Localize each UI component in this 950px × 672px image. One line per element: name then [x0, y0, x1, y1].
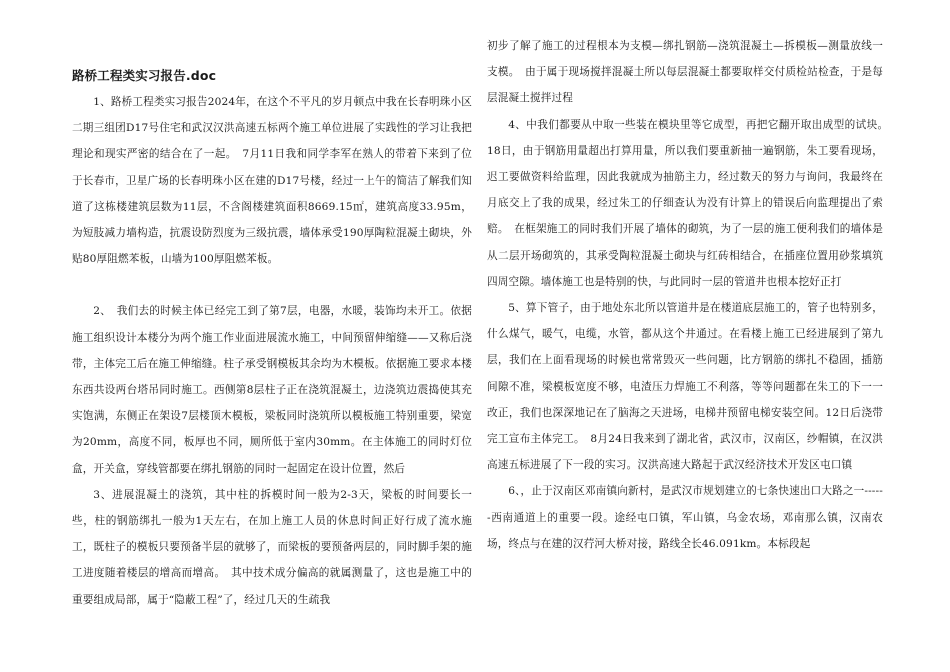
paragraph-2: 2、 我们去的时候主体已经完工到了第7层，电器，水暖，装饰均未开工。依据施工组织设计本楼分为两个施工作业面进展流水施工，中间预留伸缩缝——又称后浇带，主体完工后在施工伸缩缝。柱子承受钢模板其余均为木模板。依据施工要求本楼东西共设两台塔吊同时施工。西侧第8层柱子正在浇筑混凝土，边浇筑边震捣使其充实饱满，东侧正在架设7层楼顶木模板，梁板同时浇筑所以模板施工特别重要，梁宽为20mm，高度不同，板厚也不同，厕所低于室内30mm。在主体施工的同时灯位盒，开关盒，穿线管都要在绑扎钢筋的同时一起固定在设计位置，然后 [72, 305, 472, 475]
right-column [487, 33, 894, 557]
left-column [72, 66, 472, 613]
paragraph-6: 6、，止于汉南区邓南镇向新村，是武汉市规划建立的七条快速出口大路之一------西南通道上的重要一段。途经屯口镇，军山镇，乌金农场，邓南那么镇，汉南农场，终点与在建的汉荇河大桥对接，路线全长46.091km。本标段起 [487, 485, 883, 550]
paragraph-5: 5、算下管子，由于地处东北所以管道井是在楼道底层施工的，管子也特别多，什么煤气，暖气，电缆，水管，都从这个井通过。在看楼上施工已经进展到了第九层，我们在上面看现场的时候也常常毁灭一些问题，比方钢筋的绑扎不稳固，插筋间隙不准，梁模板宽度不够，电渣压力焊施工不利落，等等问题都在朱工的下一一改正，我们也深深地记在了脑海之天进场，电梯井预留电梯安装空间。12日后浇带完工宣布主体完工。 8月24日我来到了湖北省，武汉市，汉南区，纱帽镇，在汉洪高速五标进展了下一段的实习。汉洪高速大路起于武汉经济技术开发区屯口镇 [487, 302, 883, 472]
document-title: 路桥工程类实习报告.doc [72, 68, 217, 83]
paragraph-3-continued: 初步了解了施工的过程根本为支模—绑扎钢筋—浇筑混凝土—拆模板—测量放线一支模。 由于属于现场搅拌混凝土所以每层混凝土都要取样交付质检站检查，于是每层混凝土搅拌过程 [487, 40, 883, 105]
paragraph-3: 3、进展混凝土的浇筑，其中柱的拆模时间一般为2-3天，梁板的时间要长一些，柱的钢筋绑扎一般为1天左右，在加上施工人员的休息时间正好行成了流水施工，既柱子的模板只要预备半层的就够了，而梁板的要预备两层的，同时脚手架的施工进度随着楼层的增高而增高。 其中技术成分偏高的就属测量了，这也是施工中的重要组成局部，属于“隐蔽工程”了，经过几天的生疏我 [72, 488, 472, 606]
paragraph-4: 4、中我们都要从中取一些装在模块里等它成型，再把它翻开取出成型的试块。 18日，由于钢筋用量超出打算用量，所以我们要重新抽一遍钢筋，朱工要看现场，迟工要做资料给监理，因此我就成为抽筋主力，经过数天的努力与询问，我最终在月底交上了我的成果，经过朱工的仔细查认为没有计算上的错误后向监理提出了索赔。 在框架施工的同时我们开展了墙体的砌筑，为了一层的施工便利我们的墙体是从二层开场砌筑的，其承受陶粒混凝土砌块与红砖相结合，在插座位置用砂浆填筑四周空隙。墙体施工也是特别的快，与此同时一层的管道井也根本挖好正打 [487, 118, 894, 288]
paragraph-1: 1、路桥工程类实习报告2024年，在这个不平凡的岁月顿点中我在长春明珠小区二期三组团D17号住宅和武汉汉洪高速五标两个施工单位进展了实践性的学习让我把理论和现实严密的结合在了一起。 7月11日我和同学李军在熟人的带着下来到了位于长春市，卫星广场的长春明珠小区在建的D17号楼，经过一上午的简洁了解我们知道了这栋楼建筑层数为11层，不含阁楼建筑面积8669.15㎡，建筑高度33.95m，为短肢减力墙构造，抗震设防烈度为三级抗震，墙体承受190厚陶粒混凝土砌块，外贴80厚阻燃苯板，山墙为100厚阻燃苯板。 [72, 96, 472, 266]
